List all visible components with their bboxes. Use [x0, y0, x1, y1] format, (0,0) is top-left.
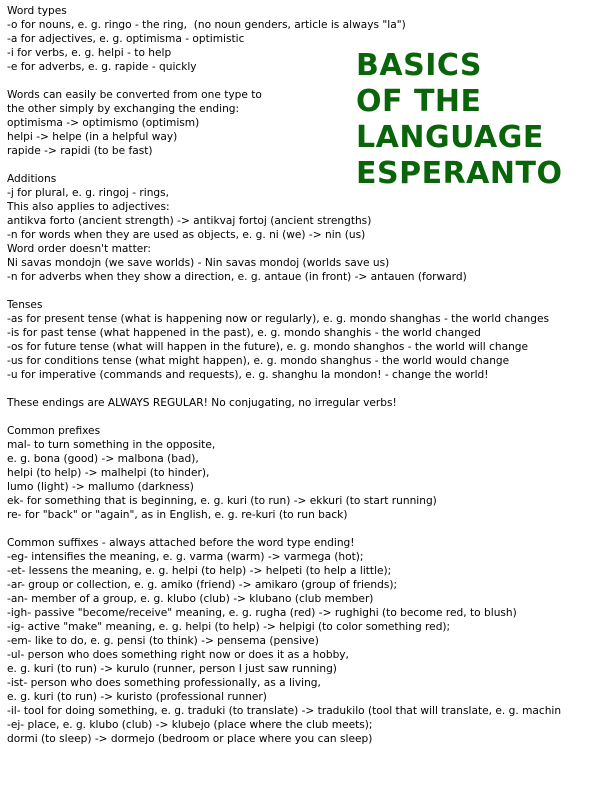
blank-line — [7, 410, 600, 424]
text-line: antikva forto (ancient strength) -> antikvaj fortoj (ancient strengths) — [7, 215, 372, 227]
text-line: -ej- place, e. g. klubo (club) -> klubejo (place where the club meets); — [7, 719, 373, 731]
text-line: -n for adverbs when they show a direction, e. g. antaue (in front) -> antauen (forward) — [7, 271, 467, 283]
text-line: -u for imperative (commands and requests), e. g. shanghu la mondon! - change the world! — [7, 369, 489, 381]
blank-line — [7, 284, 600, 298]
headline-line: ESPERANTO — [356, 156, 563, 191]
text-line: Words can easily be converted from one type to — [7, 89, 262, 101]
text-line: -n for words when they are used as objects, e. g. ni (we) -> nin (us) — [7, 229, 366, 241]
text-line: Common prefixes — [7, 425, 101, 437]
text-line: This also applies to adjectives: — [7, 201, 170, 213]
blank-line — [7, 522, 600, 536]
headline-line: LANGUAGE — [356, 120, 544, 155]
text-line: the other simply by exchanging the ending: — [7, 103, 240, 115]
text-line: Ni savas mondojn (we save worlds) - Nin savas mondoj (worlds save us) — [7, 257, 390, 269]
text-line: -igh- passive "become/receive" meaning, e. g. rugha (red) -> rughighi (to become red, to blush) — [7, 607, 517, 619]
text-line: Word types — [7, 5, 67, 17]
text-line: -ig- active "make" meaning, e. g. helpi (to help) -> helpigi (to color something red); — [7, 621, 451, 633]
text-line: -j for plural, e. g. ringoj - rings, — [7, 187, 170, 199]
blank-line — [7, 382, 600, 396]
text-line: -a for adjectives, e. g. optimisma - optimistic — [7, 33, 245, 45]
text-line: Additions — [7, 173, 57, 185]
text-line: -eg- intensifies the meaning, e. g. varma (warm) -> varmega (hot); — [7, 551, 364, 563]
text-line: -as for present tense (what is happening now or regularly), e. g. mondo shanghas - the world changes — [7, 313, 549, 325]
text-line: Word order doesn't matter: — [7, 243, 151, 255]
text-line: -il- tool for doing something, e. g. traduki (to translate) -> tradukilo (tool that will translate, e. g. machin — [7, 705, 562, 717]
text-line: -em- like to do, e. g. pensi (to think) -> pensema (pensive) — [7, 635, 319, 647]
headline-line: OF THE — [356, 84, 482, 119]
text-line: e. g. kuri (to run) -> kurulo (runner, person I just saw running) — [7, 663, 337, 675]
text-line: Tenses — [7, 299, 43, 311]
text-line: lumo (light) -> mallumo (darkness) — [7, 481, 194, 493]
text-line: -e for adverbs, e. g. rapide - quickly — [7, 61, 197, 73]
text-line: mal- to turn something in the opposite, — [7, 439, 216, 451]
text-line: e. g. kuri (to run) -> kuristo (professional runner) — [7, 691, 267, 703]
text-line: -ul- person who does something right now or does it as a hobby, — [7, 649, 349, 661]
text-line: ek- for something that is beginning, e. g. kuri (to run) -> ekkuri (to start running) — [7, 495, 437, 507]
text-line: -us for conditions tense (what might happen), e. g. mondo shanghus - the world would change — [7, 355, 510, 367]
text-line: -is for past tense (what happened in the past), e. g. mondo shanghis - the world changed — [7, 327, 481, 339]
text-line: These endings are ALWAYS REGULAR! No conjugating, no irregular verbs! — [7, 397, 397, 409]
text-line: -ar- group or collection, e. g. amiko (friend) -> amikaro (group of friends); — [7, 579, 398, 591]
text-line: -os for future tense (what will happen in the future), e. g. mondo shanghos - the world will change — [7, 341, 529, 353]
headline-line: BASICS — [356, 48, 483, 83]
text-line: re- for "back" or "again", as in English, e. g. re-kuri (to run back) — [7, 509, 348, 521]
text-line: -an- member of a group, e. g. klubo (club) -> klubano (club member) — [7, 593, 374, 605]
text-line: dormi (to sleep) -> dormejo (bedroom or place where you can sleep) — [7, 733, 373, 745]
headline — [356, 48, 562, 192]
text-line: Common suffixes - always attached before the word type ending! — [7, 537, 355, 549]
text-line: optimisma -> optimismo (optimism) — [7, 117, 200, 129]
text-line: -i for verbs, e. g. helpi - to help — [7, 47, 172, 59]
text-line: -ist- person who does something professionally, as a living, — [7, 677, 321, 689]
text-line: helpi -> helpe (in a helpful way) — [7, 131, 178, 143]
text-line: -et- lessens the meaning, e. g. helpi (to help) -> helpeti (to help a little); — [7, 565, 392, 577]
text-line: -o for nouns, e. g. ringo - the ring, (no noun genders, article is always "la") — [7, 19, 406, 31]
text-line: helpi (to help) -> malhelpi (to hinder), — [7, 467, 210, 479]
text-line: e. g. bona (good) -> malbona (bad), — [7, 453, 199, 465]
text-line: rapide -> rapidi (to be fast) — [7, 145, 153, 157]
